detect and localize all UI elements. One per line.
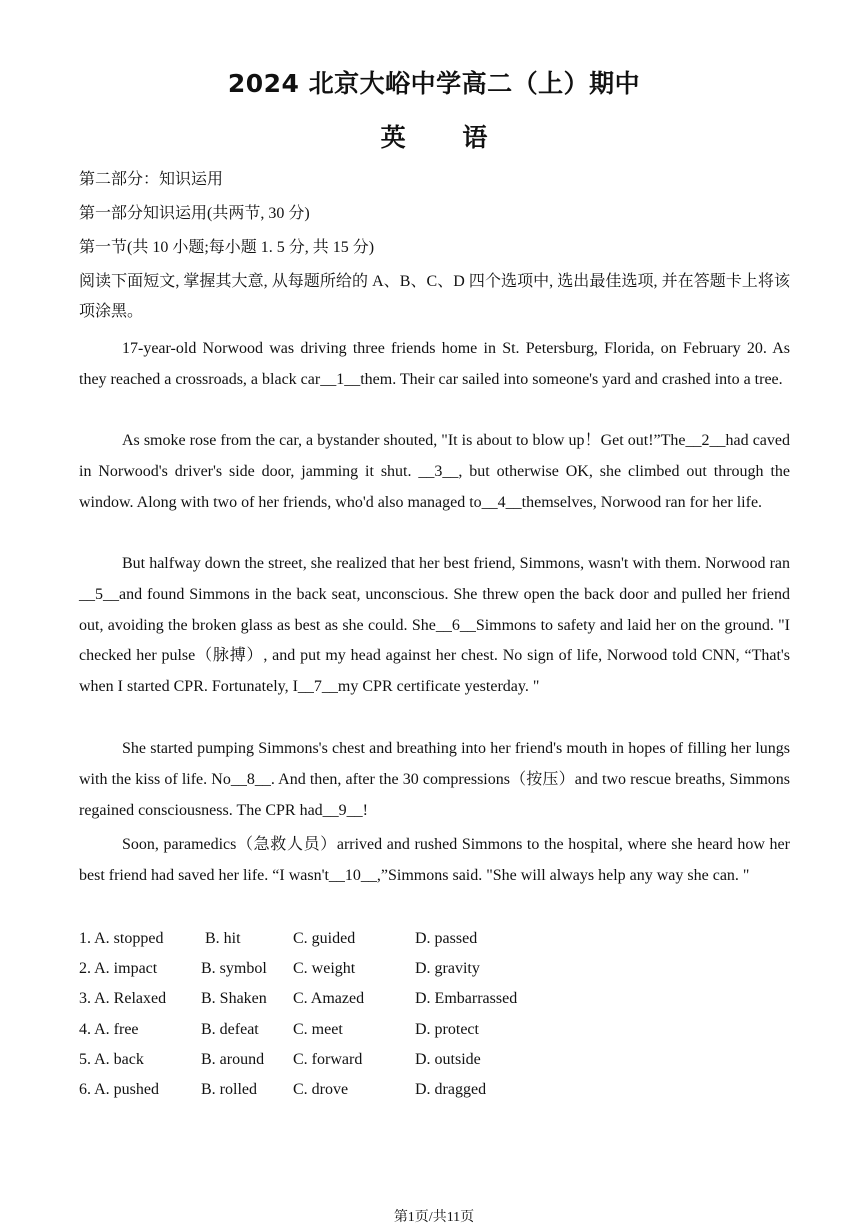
option-c: C. meet — [293, 1020, 343, 1038]
option-c: C. weight — [293, 960, 356, 978]
option-a: 3. A. Relaxed — [79, 990, 167, 1008]
section-heading-knowledge: 第一部分知识运用(共两节, 30 分) — [79, 205, 310, 222]
option-d: D. outside — [415, 1050, 481, 1068]
option-d: D. protect — [415, 1020, 479, 1038]
option-b: B. hit — [205, 930, 241, 947]
option-d: D. gravity — [415, 960, 480, 978]
option-a: 6. A. pushed — [79, 1080, 159, 1098]
option-c: C. Amazed — [293, 990, 365, 1008]
option-b: B. defeat — [201, 1020, 259, 1038]
option-a: 2. A. impact — [79, 960, 158, 978]
option-a: 5. A. back — [79, 1050, 144, 1068]
instruction-text: 阅读下面短文, 掌握其大意, 从每题所给的 A、B、C、D 四个选项中, 选出最佳选项, 并在答题卡上将该项涂黑。 — [79, 273, 790, 320]
passage-paragraph-5: Soon, paramedics（急救人员）arrived and rushed Simmons to the hospital, where she heard how her best friend had saved her life. “I wasn't__10__,”Simmons said. "She will always help any way she can. " — [79, 836, 790, 884]
option-b: B. Shaken — [201, 990, 267, 1008]
subject-heading: 英 语 — [380, 123, 488, 152]
option-d: D. dragged — [415, 1080, 487, 1098]
passage-paragraph-2: As smoke rose from the car, a bystander shouted, "It is about to blow up！Get out!”The__2__had caved in Norwood's driver's side door, jamming it shut. __3__, but otherwise OK, she climbed out through the window. Along with two of her friends, who'd also managed to__4__themselves, Norwood ran for her life. — [79, 432, 790, 511]
option-a: 4. A. free — [79, 1020, 139, 1038]
page-number: 第1页/共11页 — [393, 1210, 475, 1225]
section-heading-part2: 第二部分：知识运用 — [79, 171, 224, 188]
passage-paragraph-4: She started pumping Simmons's chest and breathing into her friend's mouth in hopes of filling her lungs with the kiss of life. No__8__. And then, after the 30 compressions（按压）and two rescue breaths, Simmons regained consciousness. The CPR had__9__! — [79, 740, 790, 819]
option-c: C. guided — [293, 930, 356, 947]
option-d: D. passed — [415, 930, 478, 947]
option-d: D. Embarrassed — [415, 990, 518, 1008]
passage-paragraph-1: 17-year-old Norwood was driving three friends home in St. Petersburg, Florida, on February 20. As they reached a crossroads, a black car__1__them. Their car sailed into someone's yard and crashed into a tree. — [79, 340, 790, 388]
option-b: B. around — [201, 1050, 265, 1068]
section-heading-section1: 第一节(共 10 小题;每小题 1. 5 分, 共 15 分) — [79, 239, 375, 256]
option-a: 1. A. stopped — [79, 930, 164, 947]
option-b: B. symbol — [201, 960, 267, 978]
option-c: C. drove — [293, 1080, 349, 1098]
option-c: C. forward — [293, 1050, 363, 1068]
option-b: B. rolled — [201, 1080, 257, 1098]
passage-paragraph-3: But halfway down the street, she realized that her best friend, Simmons, wasn't with them. Norwood ran __5__and found Simmons in the back seat, unconscious. She threw open the back door and pulled her friend out, avoiding the broken glass as best as she could. She__6__Simmons to safety and laid her on the ground. "I checked her pulse（脉搏）, and put my head against her chest. No sign of life, Norwood told CNN, “That's when I started CPR. Fortunately, I__7__my CPR certificate yesterday. " — [79, 555, 790, 696]
page-title: 2024 北京大峪中学高二（上）期中 — [227, 69, 641, 98]
